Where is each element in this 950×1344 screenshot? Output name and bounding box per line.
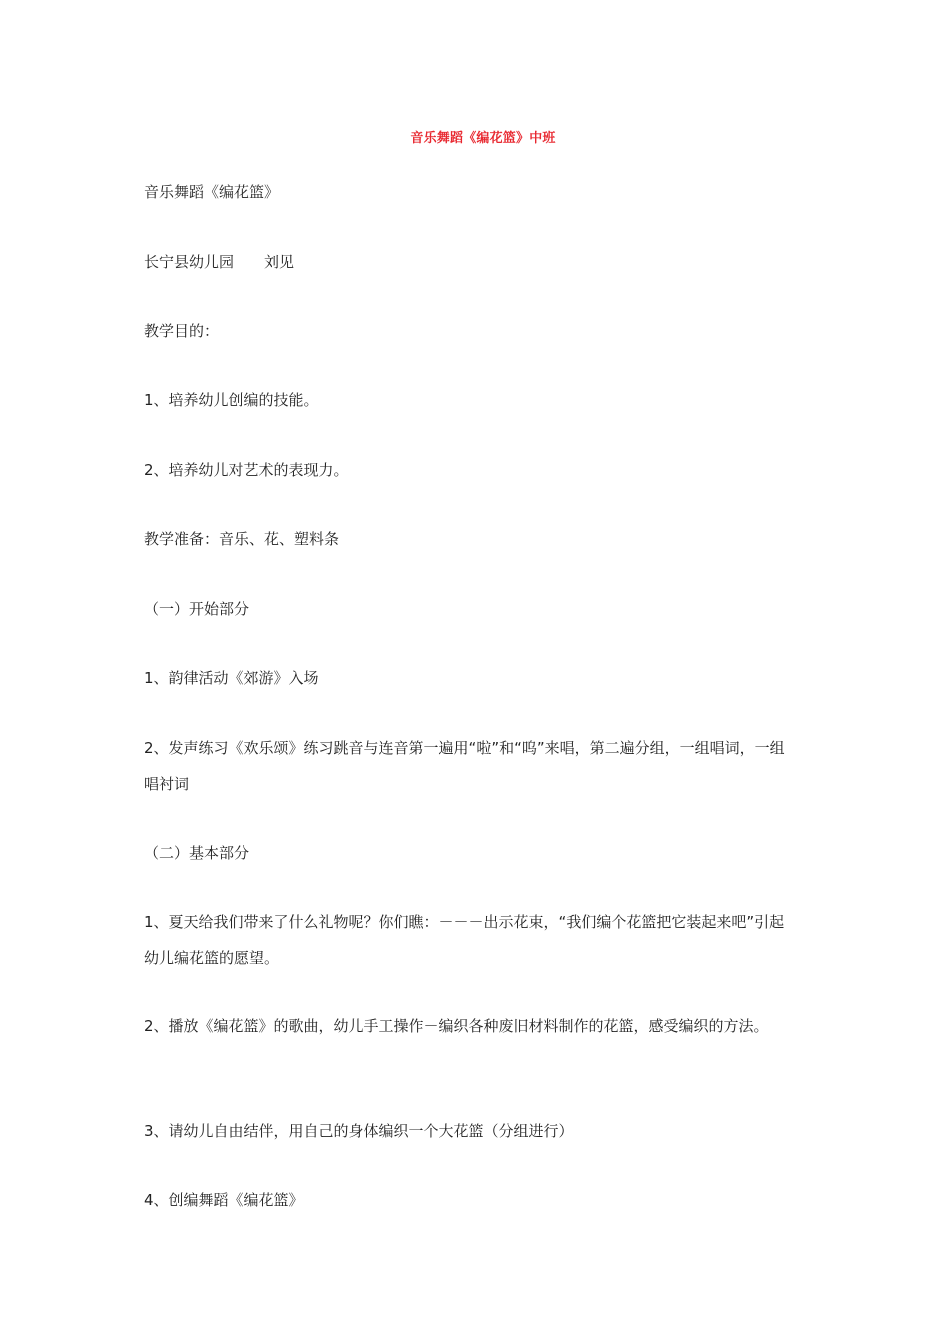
paragraph-section-2-item-1: 1、夏天给我们带来了什么礼物呢？你们瞧：－－－出示花束，“我们编个花篮把它装起来吧”引起幼儿编花篮的愿望。 (144, 913, 785, 967)
paragraph-section-2-item-4: 4、创编舞蹈《编花篮》 (144, 1191, 304, 1209)
paragraph-goal-2: 2、培养幼儿对艺术的表现力。 (144, 461, 349, 479)
paragraph-section-1-item-2: 2、发声练习《欢乐颂》练习跳音与连音第一遍用“啦”和“呜”来唱，第二遍分组，一组唱词，一组唱衬词 (144, 739, 785, 793)
paragraph-section-1-item-1: 1、韵律活动《郊游》入场 (144, 669, 319, 687)
paragraph-goals-heading: 教学目的： (144, 322, 220, 340)
paragraph-section-2-heading: （二）基本部分 (144, 844, 250, 862)
paragraph-author: 长宁县幼儿园 刘见 (144, 253, 295, 271)
paragraph-section-2-item-3: 3、请幼儿自由结伴，用自己的身体编织一个大花篮（分组进行） (144, 1122, 574, 1140)
paragraph-subtitle: 音乐舞蹈《编花篮》 (144, 183, 280, 201)
paragraph-preparation: 教学准备：音乐、花、塑料条 (144, 530, 340, 548)
paragraph-goal-1: 1、培养幼儿创编的技能。 (144, 391, 319, 409)
document-title: 音乐舞蹈《编花篮》中班 (410, 131, 556, 146)
paragraph-section-1-heading: （一）开始部分 (144, 600, 250, 618)
paragraph-section-2-item-2: 2、播放《编花篮》的歌曲，幼儿手工操作－编织各种废旧材料制作的花篮，感受编织的方法。 (144, 1017, 769, 1035)
